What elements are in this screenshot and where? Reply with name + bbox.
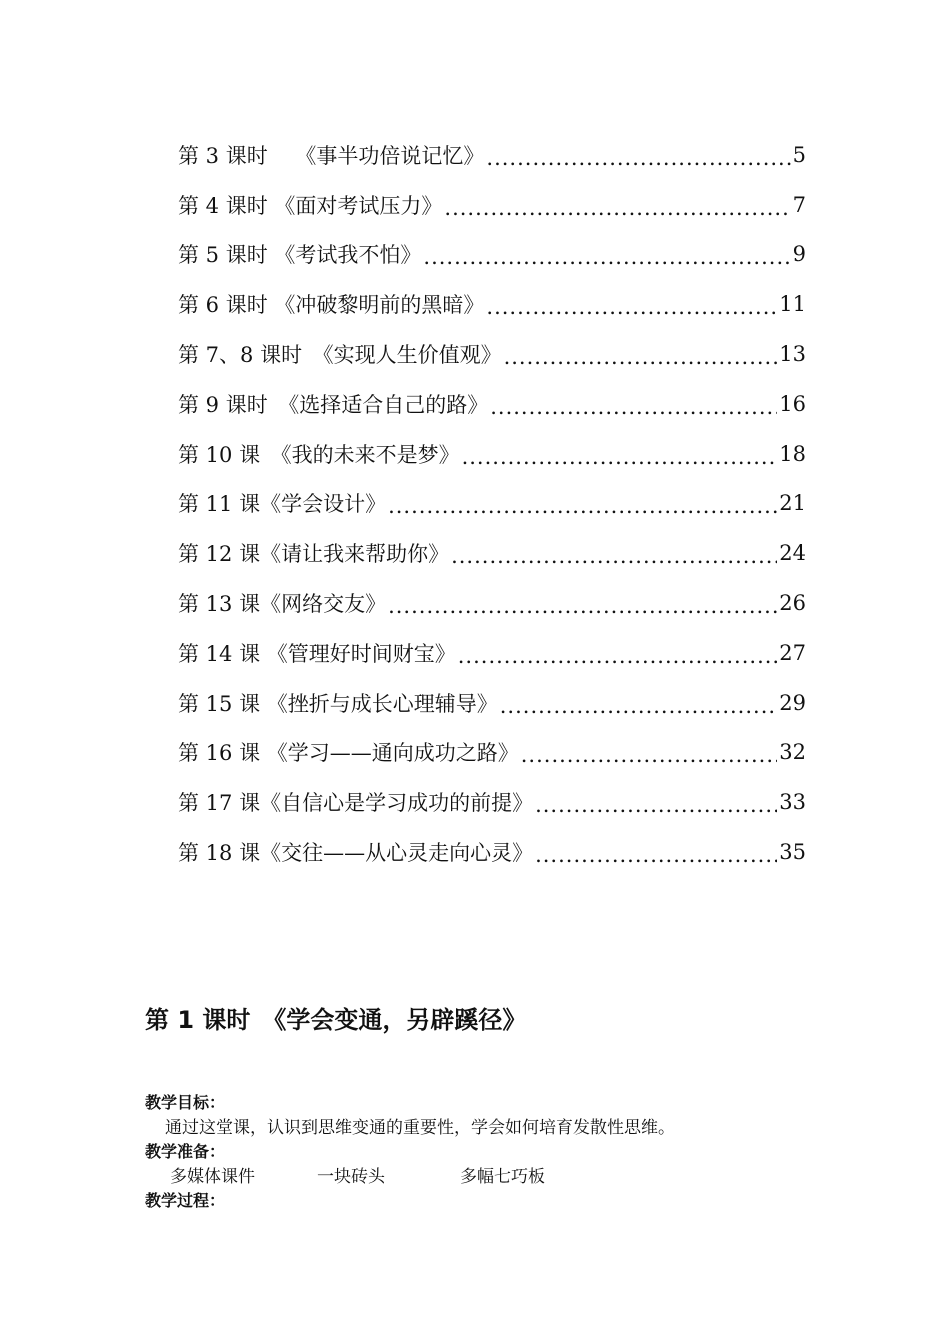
material-item: 多幅七巧板 (460, 1167, 545, 1187)
toc-entry-title: 第 4 课时 《面对考试压力》 (178, 193, 443, 218)
toc-entry[interactable] (178, 130, 806, 180)
toc-dot-leader (462, 445, 778, 469)
toc-entry-title: 第 18 课《交往——从心灵走向心灵》 (178, 841, 534, 866)
toc-entry-page: 18 (779, 441, 806, 466)
toc-entry[interactable] (178, 279, 806, 329)
toc-entry-title: 第 6 课时 《冲破黎明前的黑暗》 (178, 293, 485, 318)
toc-dot-leader (486, 146, 790, 170)
toc-entry[interactable] (178, 827, 806, 877)
toc-dot-leader (486, 295, 777, 319)
toc-entry-title: 第 11 课《学会设计》 (178, 492, 387, 517)
toc-entry[interactable] (178, 678, 806, 728)
toc-dot-leader (451, 544, 777, 568)
teaching-process-label: 教学过程： (145, 1191, 226, 1210)
toc-entry-title: 第 16 课 《学习——通向成功之路》 (178, 741, 519, 766)
toc-entry-page: 29 (779, 690, 806, 715)
toc-entry-page: 24 (779, 541, 806, 566)
toc-entry-page: 26 (779, 591, 806, 616)
toc-entry-page: 33 (779, 790, 806, 815)
toc-entry-title: 第 13 课《网络交友》 (178, 592, 387, 617)
toc-entry-page: 27 (779, 640, 806, 665)
toc-dot-leader (500, 694, 778, 718)
toc-entry-title: 第 12 课《请让我来帮助你》 (178, 542, 450, 567)
teaching-goal-text: 通过这堂课，认识到思维变通的重要性，学会如何培育发散性思维。 (165, 1118, 675, 1138)
teaching-goal-label: 教学目标： (145, 1093, 226, 1112)
toc-entry[interactable] (178, 230, 806, 280)
toc-entry-title: 第 5 课时 《考试我不怕》 (178, 243, 422, 268)
toc-entry[interactable] (178, 429, 806, 479)
toc-entry[interactable] (178, 180, 806, 230)
toc-dot-leader (388, 494, 777, 518)
toc-dot-leader (504, 345, 778, 369)
teaching-prep-label: 教学准备： (145, 1142, 226, 1161)
material-item: 多媒体课件 (170, 1167, 255, 1187)
toc-dot-leader (535, 843, 777, 867)
toc-entry-page: 21 (779, 491, 806, 516)
toc-entry[interactable] (178, 379, 806, 429)
toc-dot-leader (444, 196, 790, 220)
toc-entry[interactable] (178, 329, 806, 379)
table-of-contents (178, 130, 806, 877)
toc-entry-title: 第 9 课时 《选择适合自己的路》 (178, 392, 489, 417)
toc-entry-title: 第 14 课 《管理好时间财宝》 (178, 641, 456, 666)
toc-dot-leader (521, 743, 778, 767)
toc-entry-page: 9 (792, 242, 806, 267)
lesson-heading: 第 1 课时 《学会变通，另辟蹊径》 (145, 1006, 527, 1034)
toc-entry-title: 第 7、8 课时 《实现人生价值观》 (178, 343, 502, 368)
toc-entry-title: 第 15 课 《挫折与成长心理辅导》 (178, 691, 498, 716)
toc-entry-page: 5 (792, 142, 806, 167)
toc-entry-page: 11 (779, 292, 806, 317)
toc-entry[interactable] (178, 578, 806, 628)
toc-entry-page: 32 (779, 740, 806, 765)
toc-entry[interactable] (178, 777, 806, 827)
toc-dot-leader (388, 594, 777, 618)
toc-dot-leader (490, 395, 777, 419)
toc-entry[interactable] (178, 479, 806, 529)
toc-entry-title: 第 17 课《自信心是学习成功的前提》 (178, 791, 534, 816)
toc-entry-page: 35 (779, 840, 806, 865)
toc-dot-leader (458, 644, 778, 668)
toc-entry[interactable] (178, 728, 806, 778)
toc-entry-title: 第 10 课 《我的未来不是梦》 (178, 442, 460, 467)
toc-entry-page: 16 (779, 391, 806, 416)
toc-entry[interactable] (178, 528, 806, 578)
toc-entry[interactable] (178, 628, 806, 678)
toc-entry-page: 13 (779, 342, 806, 367)
materials-list (170, 1162, 545, 1187)
toc-entry-title: 第 3 课时 《事半功倍说记忆》 (178, 143, 485, 168)
toc-dot-leader (423, 245, 790, 269)
material-item: 一块砖头 (317, 1167, 385, 1187)
toc-entry-page: 7 (792, 192, 806, 217)
toc-dot-leader (535, 793, 777, 817)
